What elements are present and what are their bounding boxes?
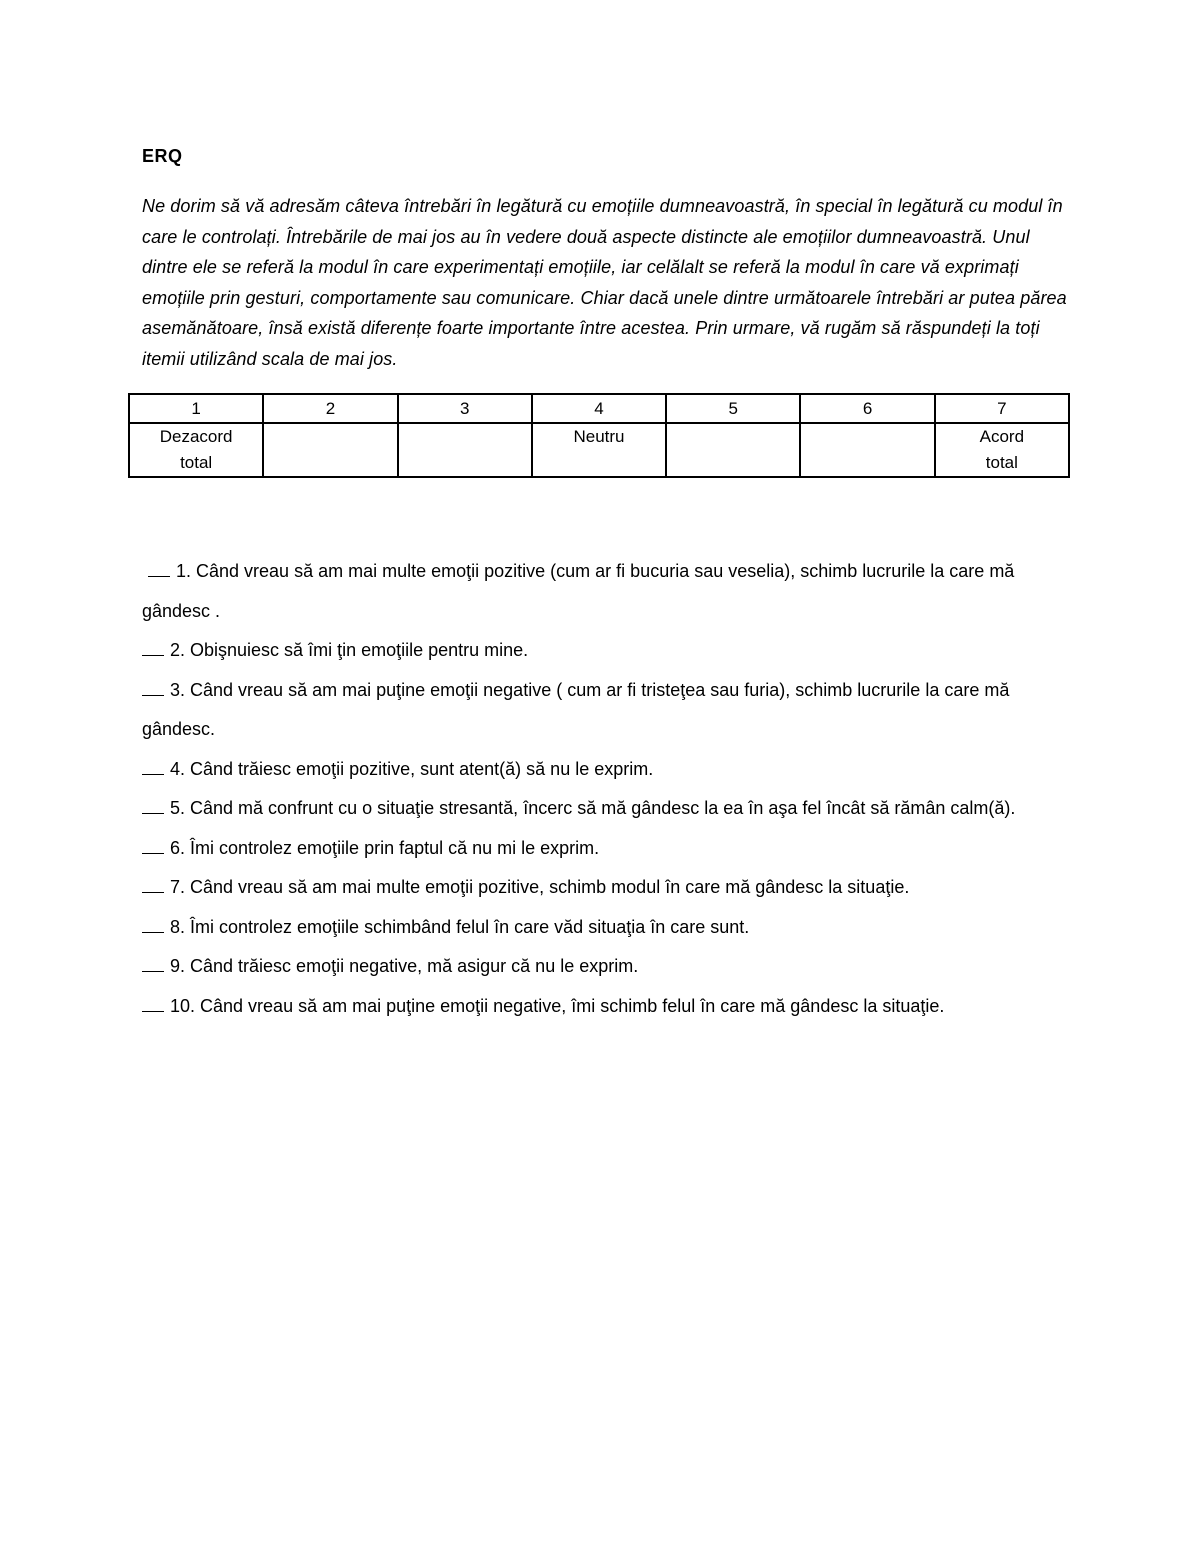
answer-blank-4[interactable] xyxy=(142,760,164,775)
answer-blank-2[interactable] xyxy=(142,641,164,656)
scale-label-3 xyxy=(398,423,532,477)
scale-number-5: 5 xyxy=(666,394,800,423)
scale-label-7-line2: total xyxy=(985,453,1018,472)
scale-number-7: 7 xyxy=(935,394,1069,423)
scale-label-4-text: Neutru xyxy=(573,427,625,446)
answer-blank-1[interactable] xyxy=(148,562,170,577)
instructions-text: Ne dorim să vă adresăm câteva întrebări în legătură cu emoțiile dumneavoastră, în special în legătură cu modul în care le controlați. Întrebările de mai jos au în vedere două aspecte distincte ale emoțiilor dumneavoastră. Unul dintre ele se referă la modul în care experimentați emoțiile, iar celălalt se referă la modul în care vă exprimați emoțiile prin gesturi, comportamente sau comunicare. Chiar dacă unele dintre următoarele întrebări ar putea părea asemănătoare, însă există diferențe foarte importante între acestea. Prin urmare, vă rugăm să răspundeți la toți itemii utilizând scala de mai jos. xyxy=(142,196,1067,369)
scale-labels-row xyxy=(129,423,1069,477)
answer-blank-7[interactable] xyxy=(142,878,164,893)
scale-label-7-line1: Acord xyxy=(979,427,1025,446)
instructions-paragraph xyxy=(142,191,1072,374)
item-6-text: 6. Îmi controlez emoţiile prin faptul că nu mi le exprim. xyxy=(170,837,600,858)
item-8-text: 8. Îmi controlez emoţiile schimbând felul în care văd situaţia în care sunt. xyxy=(170,916,750,937)
item-6 xyxy=(142,829,1082,869)
scale-label-1-line2: total xyxy=(180,453,213,472)
answer-blank-5[interactable] xyxy=(142,799,164,814)
item-9-text: 9. Când trăiesc emoţii negative, mă asigur că nu le exprim. xyxy=(170,956,639,976)
item-3-text: 3. Când vreau să am mai puţine emoţii negative ( cum ar fi tristeţea sau furia), schimb lucrurile la care mă gândesc. xyxy=(142,679,1010,739)
item-4 xyxy=(142,750,1082,790)
scale-number-6: 6 xyxy=(800,394,934,423)
scale-label-7 xyxy=(935,423,1069,477)
item-7-text: 7. Când vreau să am mai multe emoţii pozitive, schimb modul în care mă gândesc la situaţie. xyxy=(170,877,910,897)
scale-number-3: 3 xyxy=(398,394,532,423)
scale-label-6 xyxy=(800,423,934,477)
answer-blank-3[interactable] xyxy=(142,681,164,696)
scale-label-1 xyxy=(129,423,263,477)
answer-blank-6[interactable] xyxy=(142,839,164,854)
rating-scale-table xyxy=(128,393,1070,478)
item-10-text: 10. Când vreau să am mai puţine emoţii negative, îmi schimb felul în care mă gândesc la situaţie. xyxy=(170,995,945,1016)
document-title: ERQ xyxy=(142,146,183,166)
item-1 xyxy=(142,552,1082,631)
item-2-text: 2. Obişnuiesc să îmi ţin emoţiile pentru mine. xyxy=(170,640,529,660)
scale-number-4: 4 xyxy=(532,394,666,423)
item-4-text: 4. Când trăiesc emoţii pozitive, sunt atent(ă) să nu le exprim. xyxy=(170,758,654,779)
item-3 xyxy=(142,671,1082,750)
item-5-text: 5. Când mă confrunt cu o situaţie stresantă, încerc să mă gândesc la ea în aşa fel încât să rămân calm(ă). xyxy=(170,798,1016,818)
item-9 xyxy=(142,947,1082,987)
scale-label-4 xyxy=(532,423,666,477)
scale-label-1-line1: Dezacord xyxy=(159,427,233,446)
answer-blank-9[interactable] xyxy=(142,957,164,972)
scale-numbers-row xyxy=(129,394,1069,423)
answer-blank-10[interactable] xyxy=(142,997,164,1012)
item-8 xyxy=(142,908,1082,948)
scale-number-2: 2 xyxy=(263,394,397,423)
scale-number-1: 1 xyxy=(129,394,263,423)
scale-label-5 xyxy=(666,423,800,477)
questionnaire-items xyxy=(142,552,1082,1026)
answer-blank-8[interactable] xyxy=(142,918,164,933)
item-1-text: 1. Când vreau să am mai multe emoţii pozitive (cum ar fi bucuria sau veselia), schimb lucrurile la care mă gândesc . xyxy=(142,561,1015,621)
item-2 xyxy=(142,631,1082,671)
item-10 xyxy=(142,987,1082,1027)
scale-label-2 xyxy=(263,423,397,477)
item-5 xyxy=(142,789,1082,829)
item-7 xyxy=(142,868,1082,908)
